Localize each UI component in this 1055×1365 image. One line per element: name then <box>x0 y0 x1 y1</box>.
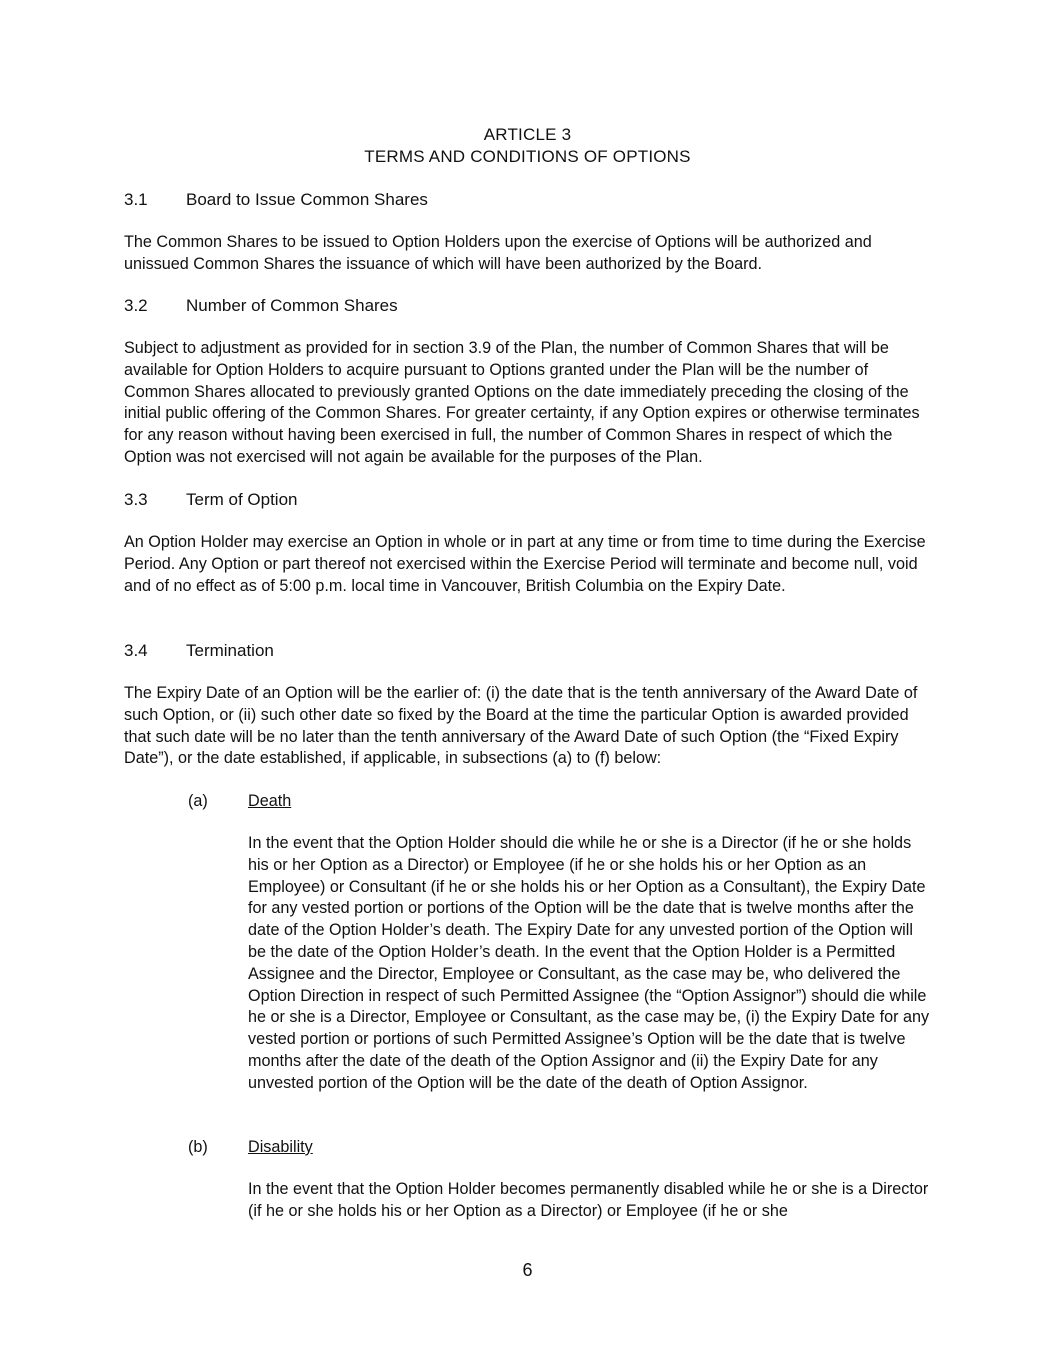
section-title: Board to Issue Common Shares <box>186 190 428 209</box>
section-heading-3-4 <box>124 640 274 662</box>
section-paragraph-3-1: The Common Shares to be issued to Option Holders upon the exercise of Options will be authorized and unissued Common Shares the issuance of which will have been authorized by the Board. <box>124 233 872 273</box>
subsection-title: Death <box>248 792 292 810</box>
section-number: 3.4 <box>124 641 148 660</box>
page-number: 6 <box>522 1260 533 1280</box>
subsection-heading-a <box>188 790 291 812</box>
section-heading-3-1 <box>124 189 428 211</box>
section-number: 3.1 <box>124 190 148 209</box>
section-paragraph-3-2: Subject to adjustment as provided for in section 3.9 of the Plan, the number of Common Shares that will be available for Option Holders to acquire pursuant to Options granted under the Plan will be the number of Common Shares allocated to previously granted Options on the date immediately preceding the closing of the initial public offering of the Common Shares. For greater certainty, if any Option expires or otherwise terminates for any reason without having been exercised in full, the number of Common Shares in respect of which the Option was not exercised will not again be available for the purposes of the Plan. <box>124 339 920 466</box>
subsection-paragraph-b: In the event that the Option Holder becomes permanently disabled while he or she is a Director (if he or she holds his or her Option as a Director) or Employee (if he or she <box>248 1180 929 1220</box>
subsection-letter: (a) <box>188 792 208 810</box>
article-label: ARTICLE 3 <box>483 125 572 144</box>
section-heading-3-2 <box>124 295 398 317</box>
section-title: Term of Option <box>186 490 298 509</box>
section-number: 3.3 <box>124 490 148 509</box>
subsection-paragraph-a: In the event that the Option Holder should die while he or she is a Director (if he or she holds his or her Option as a Director) or Employee (if he or she holds his or her Option as an Employee) or Consultant (if he or she holds his or her Option as a Consultant), the Expiry Date for any vested portion or portions of the Option will be the date that is twelve months after the date of the Option Holder’s death. The Expiry Date for any unvested portion of the Option will be the date of the Option Holder’s death. In the event that the Option Holder is a Permitted Assignee and the Director, Employee or Consultant, as the case may be, who delivered the Option Direction in respect of such Permitted Assignee (the “Option Assignor”) should die while he or she is a Director, Employee or Consultant, as the case may be, (i) the Expiry Date for any vested portion or portions of such Permitted Assignee’s Option will be the date that is twelve months after the date of the death of the Option Assignor and (ii) the Expiry Date for any unvested portion of the Option will be the date of the death of Option Assignor. <box>248 834 930 1092</box>
section-title: Termination <box>186 641 274 660</box>
article-title: TERMS AND CONDITIONS OF OPTIONS <box>364 147 691 166</box>
subsection-letter: (b) <box>188 1138 208 1156</box>
section-title: Number of Common Shares <box>186 296 398 315</box>
subsection-heading-b <box>188 1136 313 1158</box>
section-number: 3.2 <box>124 296 148 315</box>
subsection-title: Disability <box>248 1138 313 1156</box>
section-paragraph-3-4: The Expiry Date of an Option will be the earlier of: (i) the date that is the tenth anniversary of the Award Date of such Option, or (ii) such other date so fixed by the Board at the time the particular Option is awarded provided that such date will be no later than the tenth anniversary of the Award Date of such Option (the “Fixed Expiry Date”), or the date established, if applicable, in subsections (a) to (f) below: <box>124 684 918 768</box>
section-paragraph-3-3: An Option Holder may exercise an Option in whole or in part at any time or from time to time during the Exercise Period. Any Option or part thereof not exercised within the Exercise Period will terminate and become null, void and of no effect as of 5:00 p.m. local time in Vancouver, British Columbia on the Expiry Date. <box>124 533 926 595</box>
section-heading-3-3 <box>124 489 298 511</box>
